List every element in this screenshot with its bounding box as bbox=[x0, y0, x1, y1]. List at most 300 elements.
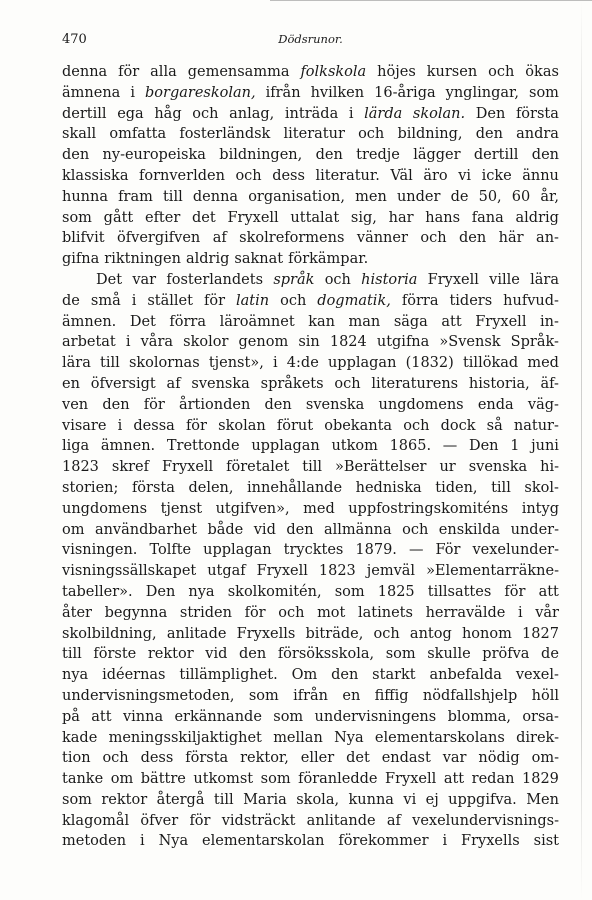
word: ny-europeiska bbox=[102, 147, 206, 164]
word: Trettonde bbox=[166, 438, 240, 455]
word: alla bbox=[150, 64, 177, 80]
word: som bbox=[248, 687, 279, 704]
word: riktningen bbox=[104, 251, 181, 268]
word: enskilda bbox=[438, 521, 501, 538]
word: i bbox=[140, 833, 145, 850]
word: och bbox=[373, 625, 400, 642]
word: 1865. bbox=[389, 438, 432, 455]
word: metoden bbox=[62, 833, 127, 850]
word: för bbox=[244, 604, 266, 621]
word: den bbox=[459, 230, 487, 247]
word: om bbox=[110, 771, 134, 788]
text-line bbox=[62, 603, 559, 624]
word: det bbox=[192, 209, 216, 226]
word: ifrån bbox=[265, 84, 301, 101]
text-line bbox=[62, 686, 559, 707]
word: och bbox=[334, 375, 361, 392]
word: tanke bbox=[62, 771, 104, 788]
word: 1824 bbox=[329, 334, 367, 351]
page-number: 470 bbox=[62, 32, 87, 47]
word: läroämnet bbox=[219, 313, 295, 330]
word: dessa bbox=[133, 417, 175, 434]
word: utgifven», bbox=[215, 500, 290, 517]
word: och bbox=[420, 230, 447, 247]
word: användbarhet bbox=[94, 521, 197, 538]
word: fram bbox=[118, 188, 153, 205]
word: till bbox=[213, 791, 234, 808]
word: och bbox=[403, 417, 430, 434]
word: stället bbox=[147, 292, 193, 309]
word: ämnen. bbox=[62, 313, 117, 330]
word: första bbox=[185, 750, 229, 767]
word: förekommer bbox=[338, 833, 429, 850]
word: förste bbox=[93, 646, 137, 663]
word: och bbox=[324, 271, 351, 288]
word: man bbox=[348, 313, 381, 330]
word: uppfostringskomiténs bbox=[348, 500, 509, 517]
word: 1825 bbox=[377, 583, 415, 600]
italic-word: borgareskolan, bbox=[145, 84, 256, 101]
word: tiders bbox=[449, 292, 493, 309]
word: begynna bbox=[104, 604, 168, 621]
word: honom bbox=[461, 625, 512, 642]
word: herravälde bbox=[425, 604, 506, 621]
text-line bbox=[62, 665, 559, 686]
word: skulle bbox=[427, 646, 471, 663]
word: förut bbox=[276, 417, 314, 434]
word: 4:de bbox=[286, 355, 319, 372]
word: 16-åriga bbox=[374, 84, 436, 101]
word: nödig bbox=[478, 750, 520, 767]
word: förra bbox=[401, 292, 439, 309]
word: hufvud- bbox=[503, 292, 559, 309]
word: var bbox=[132, 271, 157, 288]
word: blomma, bbox=[447, 708, 511, 725]
text-line bbox=[62, 831, 559, 852]
word: utkom bbox=[331, 438, 378, 455]
word: med bbox=[527, 355, 559, 372]
page-edge-shadow bbox=[581, 0, 582, 900]
word: dertill bbox=[473, 147, 519, 164]
word: det bbox=[346, 750, 370, 767]
word: vexelunder- bbox=[472, 542, 559, 559]
word: så bbox=[486, 417, 503, 434]
text-line bbox=[62, 728, 559, 749]
word: visningen. bbox=[62, 542, 138, 559]
text-line bbox=[62, 145, 559, 166]
word: skolornas bbox=[128, 355, 200, 372]
word: tjenst bbox=[160, 500, 203, 517]
word: tabeller». bbox=[62, 583, 133, 600]
word: den bbox=[315, 147, 343, 164]
word: uppgifva. bbox=[448, 791, 517, 808]
word: och bbox=[192, 105, 219, 122]
word: tredje bbox=[356, 147, 400, 164]
word: vinna bbox=[122, 708, 164, 725]
word: ega bbox=[117, 105, 144, 122]
text-line bbox=[62, 478, 559, 499]
word: Fryxell bbox=[475, 313, 527, 330]
word: latinets bbox=[358, 604, 413, 621]
word: dess bbox=[140, 750, 174, 767]
word: kan bbox=[308, 313, 335, 330]
word: tillämplighet. bbox=[179, 667, 278, 684]
word: 1 bbox=[510, 438, 520, 455]
word: dock bbox=[440, 417, 476, 434]
word: obekanta bbox=[324, 417, 393, 434]
word: förkämpar. bbox=[288, 251, 369, 268]
word: väg- bbox=[527, 396, 559, 413]
text-line bbox=[62, 104, 559, 125]
word: har bbox=[388, 209, 414, 226]
word: återgå bbox=[156, 791, 205, 808]
word: historia, bbox=[468, 375, 530, 392]
word: uttalat bbox=[290, 209, 340, 226]
word: »Elementarräkne- bbox=[426, 563, 559, 580]
word: om bbox=[62, 521, 85, 538]
word: hedniska bbox=[355, 479, 422, 496]
word: på bbox=[62, 708, 80, 725]
word: vår bbox=[535, 604, 559, 621]
italic-word: lärda bbox=[364, 105, 403, 122]
word: tjenst», bbox=[208, 355, 264, 372]
text-line bbox=[62, 312, 559, 333]
word: Fryxells bbox=[461, 833, 520, 850]
word: aldrig bbox=[185, 251, 230, 268]
word: som bbox=[260, 771, 291, 788]
text-line bbox=[62, 332, 559, 353]
word: 50, bbox=[478, 188, 502, 205]
text-line bbox=[62, 62, 559, 83]
word: skall bbox=[62, 126, 97, 143]
word: de bbox=[541, 646, 559, 663]
word: anlitade bbox=[166, 625, 227, 642]
word: nya bbox=[62, 667, 89, 684]
word: starkt bbox=[372, 667, 416, 684]
word: upplagan bbox=[327, 355, 397, 372]
word: fiffig bbox=[374, 687, 409, 704]
word: om- bbox=[531, 750, 559, 767]
word: »Berättelser bbox=[334, 459, 427, 476]
italic-word: folkskola bbox=[300, 64, 367, 80]
word: hvilken bbox=[310, 84, 365, 101]
word: skol- bbox=[524, 479, 559, 496]
word: af bbox=[212, 230, 227, 247]
word: ökas bbox=[525, 64, 559, 80]
word: till bbox=[162, 188, 183, 205]
word: ynglingar, bbox=[445, 84, 519, 101]
word: liga bbox=[62, 438, 90, 455]
page-header bbox=[62, 32, 559, 52]
word: men bbox=[355, 188, 387, 205]
word: i bbox=[442, 833, 448, 850]
word: som bbox=[529, 84, 559, 101]
text-line bbox=[62, 561, 559, 582]
word: literatur bbox=[283, 126, 345, 143]
word: antog bbox=[409, 625, 452, 642]
word: här bbox=[498, 230, 524, 247]
word: delen, bbox=[188, 479, 234, 496]
word: denna bbox=[192, 188, 239, 205]
text-line bbox=[62, 228, 559, 249]
text-line bbox=[62, 166, 559, 187]
word: intyg bbox=[521, 500, 559, 517]
word: i bbox=[272, 355, 278, 372]
word: dertill bbox=[62, 105, 107, 122]
word: Nya bbox=[158, 833, 189, 850]
word: håg bbox=[154, 105, 182, 122]
text-line bbox=[62, 124, 559, 145]
word: hans bbox=[425, 209, 461, 226]
word: innehållande bbox=[247, 479, 343, 496]
word: an- bbox=[536, 230, 559, 247]
word: trycktes bbox=[283, 542, 344, 559]
word: allmänna bbox=[324, 521, 392, 538]
text-line bbox=[62, 790, 559, 811]
word: Det bbox=[96, 271, 123, 288]
word: 1829 bbox=[522, 771, 559, 788]
word: gemensamma bbox=[187, 64, 290, 80]
word: utkomst bbox=[193, 771, 254, 788]
word: fosterlandets bbox=[166, 271, 264, 288]
text-line bbox=[62, 374, 559, 395]
word: lära bbox=[62, 355, 91, 372]
word: gått bbox=[103, 209, 134, 226]
word: och bbox=[358, 126, 385, 143]
word: svenska bbox=[468, 459, 528, 476]
text-line bbox=[62, 187, 559, 208]
text-line bbox=[62, 644, 559, 665]
word: fosterländsk bbox=[179, 126, 271, 143]
word: säga bbox=[393, 313, 428, 330]
word: Nya bbox=[334, 729, 364, 746]
word: bildningen, bbox=[219, 147, 303, 164]
word: undervisningsmetoden, bbox=[62, 687, 235, 704]
word: Väl bbox=[390, 167, 413, 184]
text-line bbox=[62, 208, 559, 229]
word: både bbox=[207, 521, 244, 538]
word: »Svensk bbox=[439, 334, 501, 351]
word: utgaf bbox=[207, 563, 246, 580]
word: pröfva bbox=[482, 646, 530, 663]
word: Den bbox=[475, 105, 506, 122]
word: striden bbox=[179, 604, 232, 621]
word: 1827 bbox=[522, 625, 559, 642]
word: redan bbox=[471, 771, 515, 788]
word: den bbox=[239, 646, 267, 663]
word: rektor bbox=[147, 646, 194, 663]
word: ämnen. bbox=[100, 438, 156, 455]
word: som bbox=[273, 708, 304, 725]
word: Tolfte bbox=[149, 542, 192, 559]
word: Den bbox=[145, 583, 176, 600]
text-line bbox=[62, 395, 559, 416]
word: förra bbox=[169, 313, 207, 330]
word: den bbox=[331, 667, 359, 684]
word: ifrån bbox=[293, 687, 329, 704]
text-line bbox=[62, 270, 559, 291]
word: fana bbox=[471, 209, 504, 226]
word: svenska bbox=[305, 396, 365, 413]
italic-word: språk bbox=[273, 271, 315, 288]
word: organisation, bbox=[248, 188, 345, 205]
word: äf- bbox=[540, 375, 559, 392]
word: till bbox=[62, 646, 82, 663]
word: var bbox=[442, 750, 467, 767]
word: kade bbox=[62, 729, 98, 746]
word: blifvit bbox=[62, 230, 105, 247]
word: orsa- bbox=[522, 708, 559, 725]
word: i bbox=[125, 334, 131, 351]
word: hunna bbox=[62, 188, 108, 205]
word: anlitande bbox=[306, 812, 376, 829]
word: inträda bbox=[284, 105, 339, 122]
word: elementarskolans bbox=[374, 729, 505, 746]
word: till bbox=[302, 459, 322, 476]
word: sig, bbox=[350, 209, 377, 226]
word: till bbox=[100, 355, 120, 372]
word: omfatta bbox=[109, 126, 167, 143]
word: vexelundervisnings- bbox=[412, 812, 559, 829]
word: nödfallshjelp bbox=[422, 687, 518, 704]
italic-word: skolan. bbox=[412, 105, 466, 122]
top-edge-rule bbox=[270, 0, 592, 1]
word: literatur. bbox=[315, 167, 380, 184]
word: klassiska bbox=[62, 167, 129, 184]
word: föranledde bbox=[298, 771, 378, 788]
word: 60 bbox=[511, 188, 531, 205]
word: dess bbox=[272, 167, 305, 184]
word: Det bbox=[129, 313, 156, 330]
word: att bbox=[91, 708, 112, 725]
word: äro bbox=[423, 167, 448, 184]
word: första bbox=[515, 105, 559, 122]
word: för bbox=[504, 583, 526, 600]
word: rektor bbox=[101, 791, 148, 808]
word: mot bbox=[317, 604, 346, 621]
word: biträde, bbox=[305, 625, 364, 642]
word: höll bbox=[531, 687, 559, 704]
word: Fryxell bbox=[161, 459, 214, 476]
word: företalet bbox=[226, 459, 290, 476]
word: För bbox=[435, 542, 461, 559]
word: och bbox=[278, 604, 305, 621]
word: vexel- bbox=[515, 667, 559, 684]
text-line bbox=[62, 83, 559, 104]
word: ungdomens bbox=[378, 396, 464, 413]
word: höjes bbox=[377, 64, 416, 80]
word: Men bbox=[526, 791, 559, 808]
word: den bbox=[264, 396, 292, 413]
word: Fryxell bbox=[227, 209, 279, 226]
word: anbefalda bbox=[429, 667, 502, 684]
text-line bbox=[62, 353, 559, 374]
word: under bbox=[396, 188, 441, 205]
word: genom bbox=[238, 334, 289, 351]
text-line bbox=[62, 769, 559, 790]
word: ej bbox=[425, 791, 439, 808]
word: denna bbox=[62, 64, 108, 80]
word: fornverlden bbox=[139, 167, 225, 184]
word: små bbox=[90, 292, 121, 309]
word: — bbox=[442, 438, 458, 455]
word: försöksskola, bbox=[277, 646, 375, 663]
word: och bbox=[235, 167, 262, 184]
word: i bbox=[130, 84, 135, 101]
word: de bbox=[450, 188, 469, 205]
word: att bbox=[538, 583, 559, 600]
text-line bbox=[62, 748, 559, 769]
word: i bbox=[517, 604, 523, 621]
word: lära bbox=[530, 271, 559, 288]
word: den bbox=[62, 147, 90, 164]
word: Om bbox=[291, 667, 318, 684]
word: skolan bbox=[218, 417, 266, 434]
word: som bbox=[62, 791, 92, 808]
word: skref bbox=[111, 459, 149, 476]
word: Fryxells bbox=[236, 625, 296, 642]
word: skolbildning, bbox=[62, 625, 157, 642]
text-line bbox=[62, 707, 559, 728]
text-line bbox=[62, 291, 559, 312]
word: Fryxell bbox=[256, 563, 308, 580]
italic-word: latin bbox=[236, 292, 270, 309]
word: af bbox=[166, 375, 181, 392]
word: som bbox=[334, 583, 365, 600]
word: i bbox=[117, 417, 123, 434]
word: visningssällskapet bbox=[62, 563, 197, 580]
word: Den bbox=[468, 438, 499, 455]
word: de bbox=[62, 292, 80, 309]
word: som bbox=[62, 209, 92, 226]
word: juni bbox=[531, 438, 559, 455]
word: att bbox=[441, 313, 462, 330]
word: erkännande bbox=[174, 708, 262, 725]
word: för bbox=[203, 292, 225, 309]
word: upplagan bbox=[251, 438, 320, 455]
word: första bbox=[131, 479, 175, 496]
word: 1823 bbox=[62, 459, 99, 476]
word: ville bbox=[489, 271, 520, 288]
word: literaturens bbox=[371, 375, 459, 392]
word: och bbox=[280, 292, 307, 309]
word: icke bbox=[481, 167, 512, 184]
word: vänner bbox=[356, 230, 408, 247]
word: eller bbox=[300, 750, 335, 767]
word: skolkomitén, bbox=[227, 583, 322, 600]
word: som bbox=[385, 646, 416, 663]
word: visare bbox=[62, 417, 107, 434]
word: nya bbox=[188, 583, 215, 600]
text-line bbox=[62, 540, 559, 561]
word: vid bbox=[205, 646, 228, 663]
word: tiden, bbox=[435, 479, 478, 496]
text-line bbox=[62, 811, 559, 832]
word: med bbox=[303, 500, 335, 517]
word: natur- bbox=[513, 417, 559, 434]
word: för bbox=[143, 396, 165, 413]
text-line bbox=[62, 416, 559, 437]
word: klagomål bbox=[62, 812, 130, 829]
word: (1832) bbox=[405, 355, 454, 372]
word: vid bbox=[253, 521, 276, 538]
word: den bbox=[102, 396, 130, 413]
word: ven bbox=[62, 396, 89, 413]
text-line bbox=[62, 249, 559, 270]
word: öfver bbox=[140, 812, 179, 829]
word: ur bbox=[439, 459, 456, 476]
word: upplagan bbox=[203, 542, 272, 559]
